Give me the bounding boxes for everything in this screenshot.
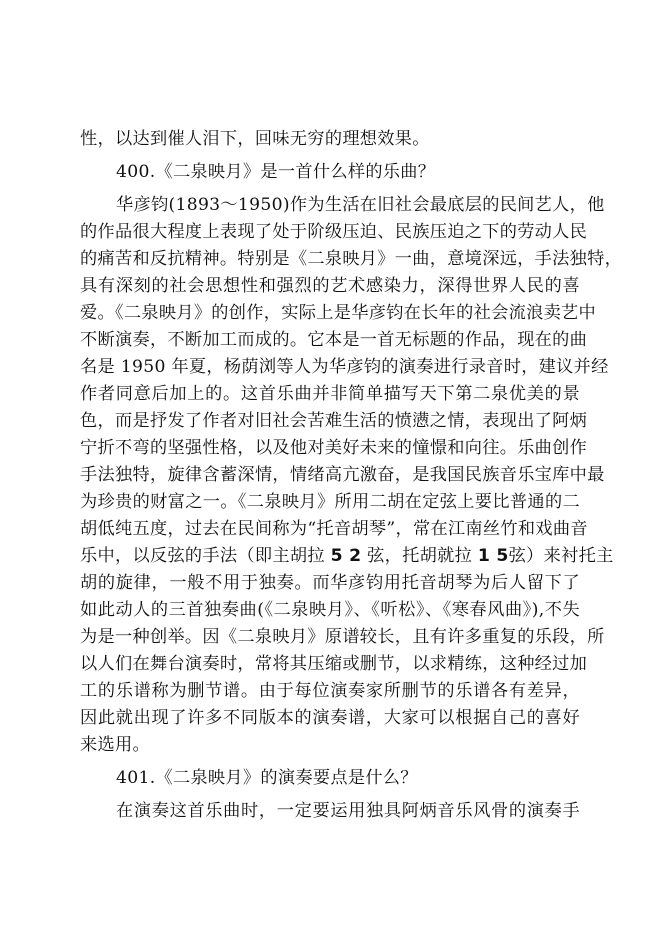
paragraph-line: 作者同意后加上的。这首乐曲并非简单描写天下第二泉优美的景 — [80, 384, 580, 404]
paragraph-line: 宁折不弯的坚强性格，以及他对美好未来的憧憬和向往。乐曲创作 — [80, 438, 588, 458]
text-segment: 乐中，以反弦的手法（即主胡拉 — [80, 546, 331, 566]
paragraph-line: 具有深刻的社会思想性和强烈的艺术感染力，深得世界人民的喜 — [80, 276, 580, 296]
paragraph-line: 爱。《二泉映月》的创作，实际上是华彦钧在长年的社会流浪卖艺中 — [80, 303, 597, 323]
paragraph-line: 手法独特，旋律含蓄深情，情绪高亢激奋，是我国民族音乐宝库中最 — [80, 465, 605, 485]
paragraph-line: 工的乐谱称为删节谱。由于每位演奏家所删节的乐谱各有差异， — [80, 681, 580, 701]
question-heading-400: 400.《二泉映月》是一首什么样的乐曲？ — [116, 162, 436, 182]
paragraph-line: 名是 1950 年夏，杨荫浏等人为华彦钧的演奏进行录音时，建议并经 — [80, 357, 609, 377]
paragraph-line-with-notation — [80, 544, 614, 568]
paragraph-line: 性，以达到催人泪下，回味无穷的理想效果。 — [80, 129, 430, 149]
paragraph-line: 华彦钧(1893～1950)作为生活在旧社会最底层的民间艺人，他 — [116, 195, 605, 215]
paragraph-line: 在演奏这首乐曲时，一定要运用独具阿炳音乐风骨的演奏手 — [116, 801, 580, 821]
paragraph-line: 为是一种创举。因《二泉映月》原谱较长，且有许多重复的乐段，所 — [80, 627, 605, 647]
paragraph-line: 以人们在舞台演奏时，常将其压缩或删节，以求精练，这种经过加 — [80, 654, 588, 674]
paragraph-line: 为珍贵的财富之一。《二泉映月》所用二胡在定弦上要比普通的二 — [80, 492, 580, 512]
text-segment: 弦）来衬托主 — [508, 546, 614, 566]
paragraph-line: 的痛苦和反抗精神。特别是《二泉映月》一曲，意境深远，手法独特， — [80, 249, 623, 269]
question-heading-401: 401.《二泉映月》的演奏要点是什么？ — [116, 768, 418, 788]
paragraph-line: 胡的旋律，一般不用于独奏。而华彦钧用托音胡琴为后人留下了 — [80, 573, 580, 593]
paragraph-line: 的作品很大程度上表现了处于阶级压迫、民族压迫之下的劳动人民 — [80, 222, 588, 242]
text-segment: 弦，托胡就拉 — [361, 546, 478, 566]
paragraph-line: 胡低纯五度，过去在民间称为“托音胡琴”，常在江南丝竹和戏曲音 — [80, 519, 588, 539]
paragraph-line: 来选用。 — [80, 735, 150, 755]
paragraph-line: 如此动人的三首独奏曲(《二泉映月》、《听松》、《寒春风曲》),不失 — [80, 600, 580, 620]
string-notation-15: 1 5 — [477, 546, 509, 566]
paragraph-line: 不断演奏，不断加工而成的。它本是一首无标题的作品，现在的曲 — [80, 330, 588, 350]
paragraph-line: 因此就出现了许多不同版本的演奏谱，大家可以根据自己的喜好 — [80, 708, 580, 728]
paragraph-line: 色，而是抒发了作者对旧社会苦难生活的愤懑之情，表现出了阿炳 — [80, 411, 588, 431]
string-notation-52: 5 2 — [330, 546, 362, 566]
